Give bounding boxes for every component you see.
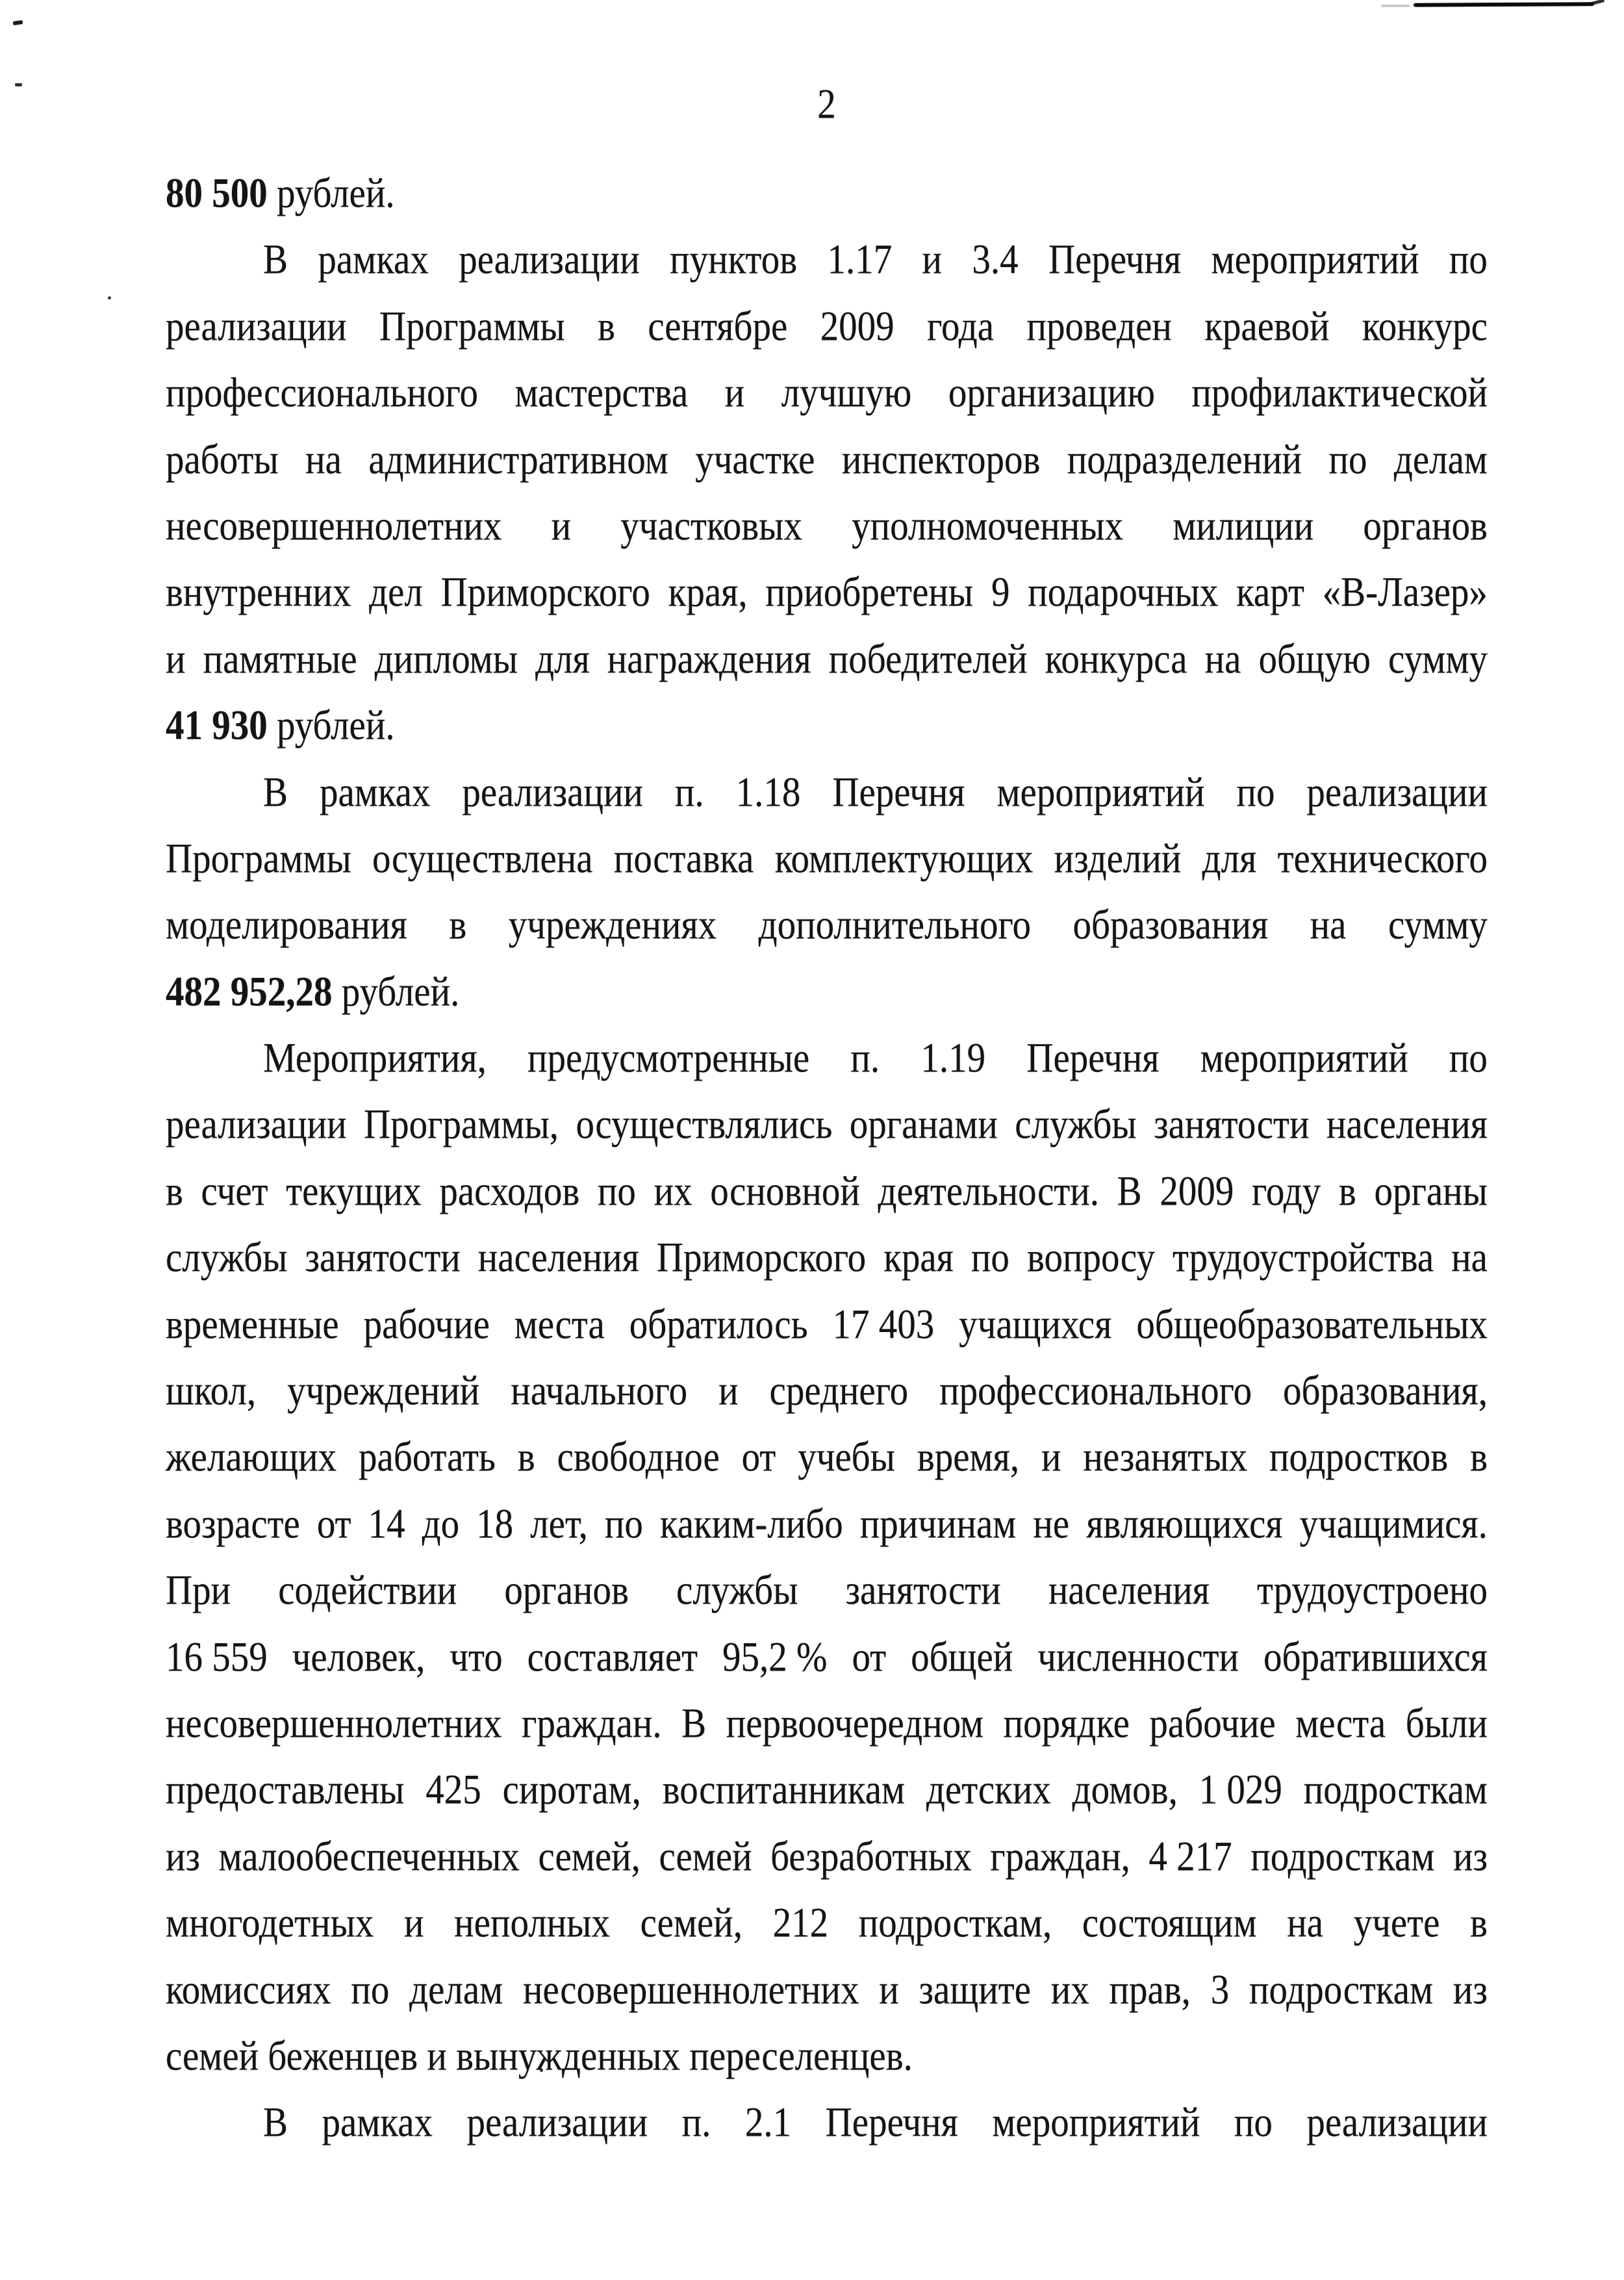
word: мероприятий — [992, 2099, 1200, 2146]
text-line — [166, 1220, 1488, 1296]
word: и — [404, 1899, 424, 1946]
word: занятости — [845, 1567, 1001, 1613]
word: школ, — [166, 1367, 257, 1414]
word: граждан, — [990, 1833, 1130, 1880]
word: являющихся — [1086, 1500, 1283, 1547]
text-line — [166, 1752, 1488, 1828]
word: 9 — [991, 569, 1010, 616]
word: рабочие — [363, 1301, 490, 1348]
word: 3.4 — [972, 236, 1019, 283]
word: для — [535, 635, 590, 682]
word: 1.18 — [735, 769, 801, 815]
word: профилактической — [1191, 369, 1488, 416]
text-line — [166, 422, 1488, 497]
word: поставка — [613, 835, 754, 882]
word: памятные — [203, 635, 357, 682]
word: места — [1295, 1700, 1386, 1747]
word: на — [305, 436, 342, 483]
word: инспекторов — [841, 436, 1041, 483]
word: безработных — [770, 1833, 972, 1880]
scan-speck — [15, 83, 22, 86]
word: сентябре — [648, 303, 788, 350]
word: занятости — [1154, 1101, 1310, 1148]
word: и — [166, 635, 186, 682]
word: организацию — [948, 369, 1155, 416]
word: общеобразовательных — [1136, 1301, 1488, 1348]
word: п. — [681, 2099, 711, 2146]
word: на — [1204, 635, 1241, 682]
word: прав, — [1109, 1966, 1191, 2013]
word: Мероприятия, — [263, 1034, 487, 1081]
word: года — [926, 303, 995, 350]
word: 1 029 — [1199, 1766, 1282, 1813]
word: В — [681, 1700, 707, 1747]
word: составляет — [527, 1633, 698, 1680]
text-segment: 482 952,28 — [166, 968, 333, 1015]
text-line — [166, 222, 1488, 298]
text-line — [166, 1420, 1488, 1495]
word: карт — [1236, 569, 1304, 616]
word: по — [1328, 436, 1367, 483]
word: Перечня — [1026, 1034, 1160, 1081]
text-line — [166, 954, 1488, 1029]
word: по — [1234, 2099, 1273, 2146]
text-line — [166, 2018, 1488, 2094]
word: предусмотренные — [527, 1034, 810, 1081]
word: сумму — [1388, 635, 1488, 682]
page-number: 2 — [817, 81, 836, 128]
text-line — [166, 155, 1488, 231]
word: учреждениях — [508, 901, 717, 949]
word: службы — [676, 1567, 798, 1613]
word: подросткам — [1250, 1833, 1435, 1880]
word: на — [1451, 1234, 1488, 1281]
word: подросткам, — [858, 1899, 1052, 1946]
document-text-block — [166, 160, 1488, 2156]
word: уполномоченных — [852, 502, 1124, 549]
word: образования — [1072, 901, 1269, 949]
text-line — [166, 2085, 1488, 2160]
word: в — [166, 1168, 183, 1214]
word: из — [1453, 1833, 1488, 1880]
word: милиции — [1173, 502, 1314, 549]
word: многодетных — [166, 1899, 374, 1946]
word: Перечня — [832, 769, 965, 815]
scan-artifact-line-tick — [1589, 0, 1605, 6]
word: рабочие — [1149, 1700, 1276, 1747]
text-line — [166, 1287, 1488, 1362]
word: воспитанникам — [662, 1766, 906, 1813]
word: учащимися. — [1299, 1500, 1488, 1547]
word: делам — [409, 1966, 503, 2013]
word: рамках — [319, 769, 431, 815]
word: Приморского — [656, 1234, 867, 1281]
word: органов — [504, 1567, 629, 1613]
word: дел — [369, 569, 423, 616]
word: 17 403 — [832, 1301, 935, 1348]
text-line — [166, 1952, 1488, 2027]
word: в — [517, 1434, 535, 1481]
scan-artifact-smudge — [1381, 5, 1410, 7]
word: мероприятий — [1200, 1034, 1408, 1081]
text-line — [166, 1553, 1488, 1628]
text-line — [166, 1020, 1488, 1095]
word: технического — [1277, 835, 1488, 882]
word: неполных — [454, 1899, 610, 1946]
word: возрасте — [166, 1500, 300, 1547]
word: изделий — [1054, 835, 1182, 882]
word: человек, — [292, 1633, 425, 1680]
text-line — [166, 1685, 1488, 1761]
text-line — [166, 1619, 1488, 1695]
word: по — [604, 1500, 643, 1547]
word: по — [1449, 1034, 1488, 1081]
word: и — [551, 502, 572, 549]
word: численности — [1037, 1633, 1239, 1680]
word: желающих — [166, 1434, 337, 1481]
word: службы — [1015, 1101, 1137, 1148]
word: Перечня — [1048, 236, 1182, 283]
word: трудоустроено — [1256, 1567, 1488, 1613]
word: подросткам — [1249, 1966, 1434, 2013]
word: граждан. — [522, 1700, 662, 1747]
word: мастерства — [514, 369, 689, 416]
word: реализации — [166, 1101, 347, 1148]
word: до — [422, 1500, 460, 1547]
word: семей, — [538, 1833, 641, 1880]
word: награждения — [607, 635, 811, 682]
word: общей — [911, 1633, 1013, 1680]
text-segment: 80 500 — [166, 170, 268, 216]
word: 1.17 — [827, 236, 893, 283]
word: в — [598, 303, 615, 350]
word: Программы — [166, 835, 351, 882]
word: временные — [166, 1301, 339, 1348]
text-line — [166, 1819, 1488, 1894]
word: учреждений — [287, 1367, 480, 1414]
word: общую — [1258, 635, 1371, 682]
word: п. — [850, 1034, 880, 1081]
word: из — [166, 1833, 201, 1880]
word: детских — [926, 1766, 1051, 1813]
word: 1.19 — [920, 1034, 986, 1081]
word: «В-Лазер» — [1322, 569, 1488, 616]
text-segment: рублей. — [267, 702, 395, 749]
word: домов, — [1072, 1766, 1178, 1813]
scan-artifact-line — [1414, 2, 1594, 6]
word: реализации — [166, 303, 347, 350]
word: 2.1 — [744, 2099, 792, 2146]
word: каким-либо — [659, 1500, 843, 1547]
word: учете — [1353, 1899, 1440, 1946]
word: содействии — [278, 1567, 457, 1613]
word: Программы, — [364, 1101, 559, 1148]
word: моделирования — [166, 901, 407, 949]
word: осуществлялись — [576, 1101, 833, 1148]
text-line — [166, 288, 1488, 364]
word: Программы — [379, 303, 565, 350]
word: п. — [674, 769, 704, 815]
word: реализации — [1306, 2099, 1488, 2146]
word: образования, — [1283, 1367, 1488, 1414]
word: реализации — [459, 236, 640, 283]
word: 212 — [772, 1899, 829, 1946]
word: подростков — [1269, 1434, 1449, 1481]
text-line — [166, 555, 1488, 630]
word: предоставлены — [166, 1766, 405, 1813]
word: их — [1050, 1966, 1089, 2013]
word: для — [1202, 835, 1257, 882]
text-segment: 41 930 — [166, 702, 268, 749]
word: мероприятий — [1211, 236, 1419, 283]
text-line — [166, 687, 1488, 763]
word: подразделений — [1067, 436, 1302, 483]
word: занятости — [305, 1234, 461, 1281]
word: семей, — [640, 1899, 743, 1946]
text-line — [166, 355, 1488, 431]
word: первоочередном — [726, 1700, 984, 1747]
word: не — [1033, 1500, 1070, 1547]
word: сумму — [1388, 901, 1488, 949]
word: работы — [166, 436, 279, 483]
word: сиротам, — [502, 1766, 641, 1813]
word: 3 — [1210, 1966, 1230, 2013]
word: 18 — [476, 1500, 514, 1547]
word: края, — [668, 569, 748, 616]
word: расходов — [439, 1168, 580, 1214]
word: от — [852, 1633, 887, 1680]
word: работать — [359, 1434, 496, 1481]
text-line — [166, 754, 1488, 830]
word: В — [263, 236, 288, 283]
word: подарочных — [1028, 569, 1219, 616]
text-line — [166, 488, 1488, 563]
word: в — [449, 901, 467, 949]
word: конкурса — [1045, 635, 1187, 682]
word: по — [597, 1168, 636, 1214]
word: учащихся — [959, 1301, 1112, 1348]
word: защите — [919, 1966, 1031, 2013]
word: несовершеннолетних — [523, 1966, 859, 2013]
word: и — [879, 1966, 899, 2013]
word: 4 217 — [1148, 1833, 1232, 1880]
word: органами — [849, 1101, 998, 1148]
word: трудоустройства — [1172, 1234, 1434, 1281]
word: счет — [201, 1168, 268, 1214]
word: 425 — [425, 1766, 481, 1813]
word: В — [263, 2099, 288, 2146]
text-segment: рублей. — [267, 170, 395, 216]
word: В — [1117, 1168, 1142, 1214]
word: делам — [1393, 436, 1488, 483]
word: населения — [1326, 1101, 1488, 1148]
word: населения — [1048, 1567, 1210, 1613]
word: на — [1287, 1899, 1324, 1946]
word: от — [741, 1434, 776, 1481]
word: их — [653, 1168, 692, 1214]
word: реализации — [1306, 769, 1488, 815]
word: дипломы — [374, 635, 518, 682]
word: комплектующих — [774, 835, 1034, 882]
word: края — [883, 1234, 954, 1281]
word: на — [1310, 901, 1347, 949]
word: и — [1041, 1434, 1061, 1481]
word: вопросу — [1026, 1234, 1155, 1281]
text-line — [166, 1153, 1488, 1229]
word: мероприятий — [996, 769, 1205, 815]
word: 2009 — [820, 303, 894, 350]
word: профессионального — [939, 1367, 1252, 1414]
word: лет, — [530, 1500, 588, 1547]
word: деятельности. — [878, 1168, 1100, 1214]
word: 2009 — [1160, 1168, 1234, 1214]
word: основной — [710, 1168, 860, 1214]
scan-speck — [108, 296, 111, 300]
word: причинам — [859, 1500, 1017, 1547]
word: среднего — [769, 1367, 909, 1414]
word: При — [166, 1567, 231, 1613]
word: по — [1236, 769, 1275, 815]
word: из — [1453, 1966, 1488, 2013]
word: время, — [917, 1434, 1020, 1481]
word: начального — [511, 1367, 688, 1414]
word: проведен — [1026, 303, 1172, 350]
word: и — [922, 236, 943, 283]
word: органов — [1363, 502, 1488, 549]
text-line — [166, 1087, 1488, 1162]
word: от — [316, 1500, 351, 1547]
word: году — [1251, 1168, 1321, 1214]
word: порядке — [1003, 1700, 1130, 1747]
word: в — [1470, 1434, 1488, 1481]
word: профессионального — [166, 369, 478, 416]
word: в — [1338, 1168, 1356, 1214]
word: пунктов — [670, 236, 798, 283]
word: по — [971, 1234, 1009, 1281]
word: осуществлена — [372, 835, 593, 882]
word: подросткам — [1303, 1766, 1488, 1813]
text-line — [166, 1486, 1488, 1561]
word: и — [718, 1367, 739, 1414]
word: были — [1405, 1700, 1488, 1747]
word: участковых — [620, 502, 802, 549]
text-line — [166, 621, 1488, 697]
word: Перечня — [825, 2099, 958, 2146]
word: обратившихся — [1263, 1633, 1488, 1680]
word: по — [351, 1966, 390, 2013]
word: реализации — [466, 2099, 648, 2146]
word: малообеспеченных — [218, 1833, 520, 1880]
word: по — [1449, 236, 1488, 283]
word: 14 — [368, 1500, 405, 1547]
word: 16 559 — [166, 1633, 268, 1680]
word: в — [1470, 1899, 1488, 1946]
word: конкурс — [1362, 303, 1488, 350]
word: реализации — [462, 769, 643, 815]
word: приобретены — [765, 569, 974, 616]
word: незанятых — [1083, 1434, 1248, 1481]
scan-speck — [13, 20, 23, 25]
word: победителей — [828, 635, 1028, 682]
text-line — [166, 821, 1488, 896]
word: текущих — [286, 1168, 422, 1214]
word: рамках — [322, 2099, 433, 2146]
word: 95,2 % — [722, 1633, 828, 1680]
word: обратилось — [629, 1301, 808, 1348]
word: несовершеннолетних — [166, 502, 502, 549]
word: населения — [477, 1234, 639, 1281]
word: внутренних — [166, 569, 351, 616]
text-line — [166, 888, 1488, 963]
word: органы — [1374, 1168, 1488, 1214]
text-segment: рублей. — [332, 968, 460, 1015]
word: и — [724, 369, 745, 416]
word: несовершеннолетних — [166, 1700, 502, 1747]
word: В — [263, 769, 288, 815]
word: службы — [166, 1234, 288, 1281]
word: дополнительного — [758, 901, 1031, 949]
word: что — [450, 1633, 503, 1680]
word: места — [514, 1301, 605, 1348]
word: административном — [368, 436, 668, 483]
word: комиссиях — [166, 1966, 331, 2013]
word: участке — [695, 436, 815, 483]
word: рамках — [318, 236, 429, 283]
word: свободное — [557, 1434, 720, 1481]
text-line — [166, 1886, 1488, 1961]
text-segment: семей беженцев и вынужденных переселенцев. — [166, 2032, 913, 2079]
word: Приморского — [440, 569, 650, 616]
word: семей — [659, 1833, 752, 1880]
word: состоящим — [1082, 1899, 1257, 1946]
word: краевой — [1204, 303, 1330, 350]
word: учебы — [798, 1434, 895, 1481]
word: лучшую — [781, 369, 912, 416]
text-line — [166, 1353, 1488, 1428]
